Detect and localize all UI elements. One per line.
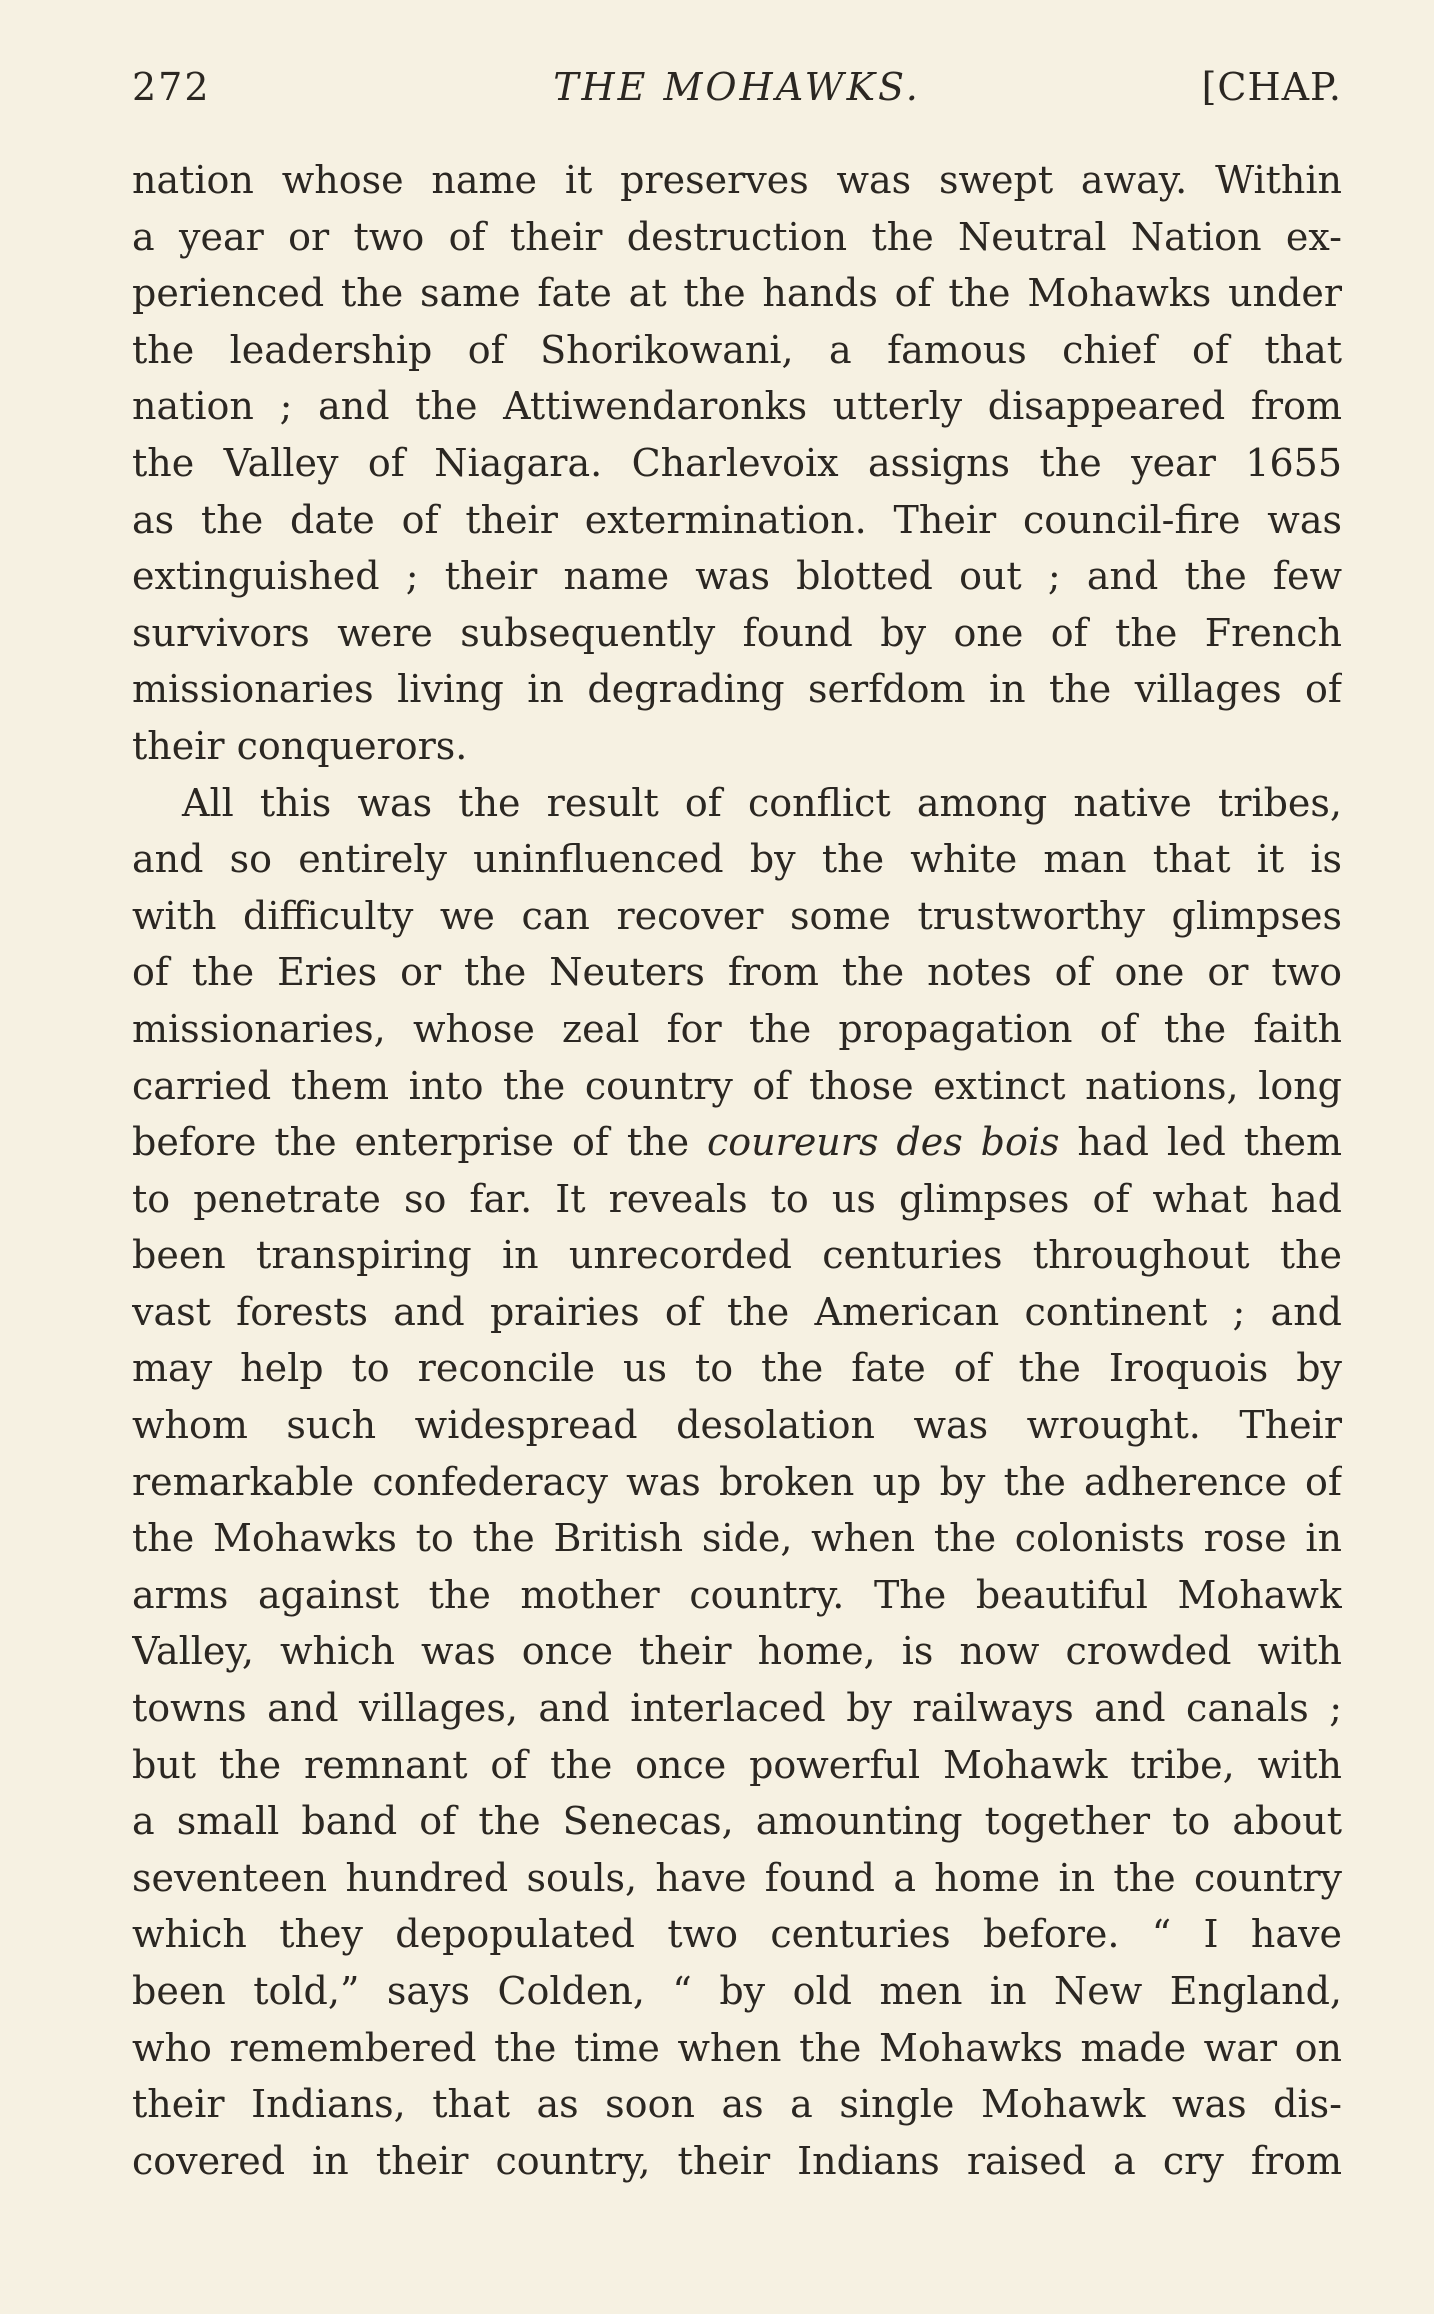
text-line: may help to reconcile us to the fate of the Iroquois by [132,1346,1342,1391]
text-line: seventeen hundred souls, have found a home in the country [132,1855,1342,1900]
text-line: survivors were subsequently found by one of the French [132,610,1342,655]
text-line: and so entirely uninfluenced by the white man that it is [132,837,1342,882]
text-line: the leadership of Shorikowani, a famous chief of that [132,327,1342,372]
paragraph-start-line: All this was the result of conflict among native tribes, [182,780,1342,825]
text-line: of the Eries or the Neuters from the notes of one or two [132,950,1342,995]
text-line: carried them into the country of those extinct nations, long [132,1063,1342,1108]
text-line: towns and villages, and interlaced by railways and canals ; [132,1686,1342,1731]
text-line: the Valley of Niagara. Charlevoix assigns the year 1655 [132,440,1342,485]
text-line: a small band of the Senecas, amounting together to about [132,1799,1342,1844]
text-line: missionaries living in degrading serfdom in the villages of [132,667,1342,712]
page-header [132,62,1342,112]
text-line: missionaries, whose zeal for the propagation of the faith [132,1006,1342,1051]
text-line: nation ; and the Attiwendaronks utterly disappeared from [132,384,1342,429]
line-text-after: had led them [1059,1120,1342,1165]
text-line: vast forests and prairies of the American continent ; and [132,1289,1342,1334]
text-line: their Indians, that as soon as a single Mohawk was dis- [132,2082,1342,2127]
text-line: arms against the mother country. The beautiful Mohawk [132,1572,1342,1617]
line-text-before: before the enterprise of the [132,1120,708,1165]
paragraph-end-line: their conquerors. [132,723,468,768]
text-line: a year or two of their destruction the Neutral Nation ex- [132,214,1342,259]
text-line: been told,” says Colden, “ by old men in New England, [132,1969,1342,2013]
text-line: perienced the same fate at the hands of the Mohawks under [132,271,1342,316]
text-line: to penetrate so far. It reveals to us glimpses of what had [132,1176,1342,1221]
text-line: covered in their country, their Indians raised a cry from [132,2138,1342,2183]
text-line: extinguished ; their name was blotted out ; and the few [132,554,1342,599]
text-line: nation whose name it preserves was swept away. Within [132,158,1342,202]
body-text [132,152,1342,2189]
text-line: remarkable confederacy was broken up by the adherence of [132,1459,1342,1504]
text-line: but the remnant of the once powerful Mohawk tribe, with [132,1742,1342,1787]
text-line-with-italic [132,1114,1342,1171]
text-line: with difficulty we can recover some trustworthy glimpses [132,893,1342,938]
text-line: the Mohawks to the British side, when the colonists rose in [132,1516,1342,1561]
text-line: been transpiring in unrecorded centuries throughout the [132,1233,1342,1278]
running-title: THE MOHAWKS. [553,65,921,109]
text-line: as the date of their extermination. Their council-fire was [132,497,1342,542]
text-line: whom such widespread desolation was wrought. Their [132,1403,1342,1448]
page-number: 272 [132,65,211,109]
text-line: Valley, which was once their home, is now crowded with [132,1629,1342,1674]
text-line: who remembered the time when the Mohawks made war on [132,2025,1342,2070]
italic-phrase: coureurs des bois [707,1120,1060,1165]
text-line: which they depopulated two centuries before. “ I have [132,1912,1342,1957]
chapter-mark: [CHAP. [1201,65,1342,109]
